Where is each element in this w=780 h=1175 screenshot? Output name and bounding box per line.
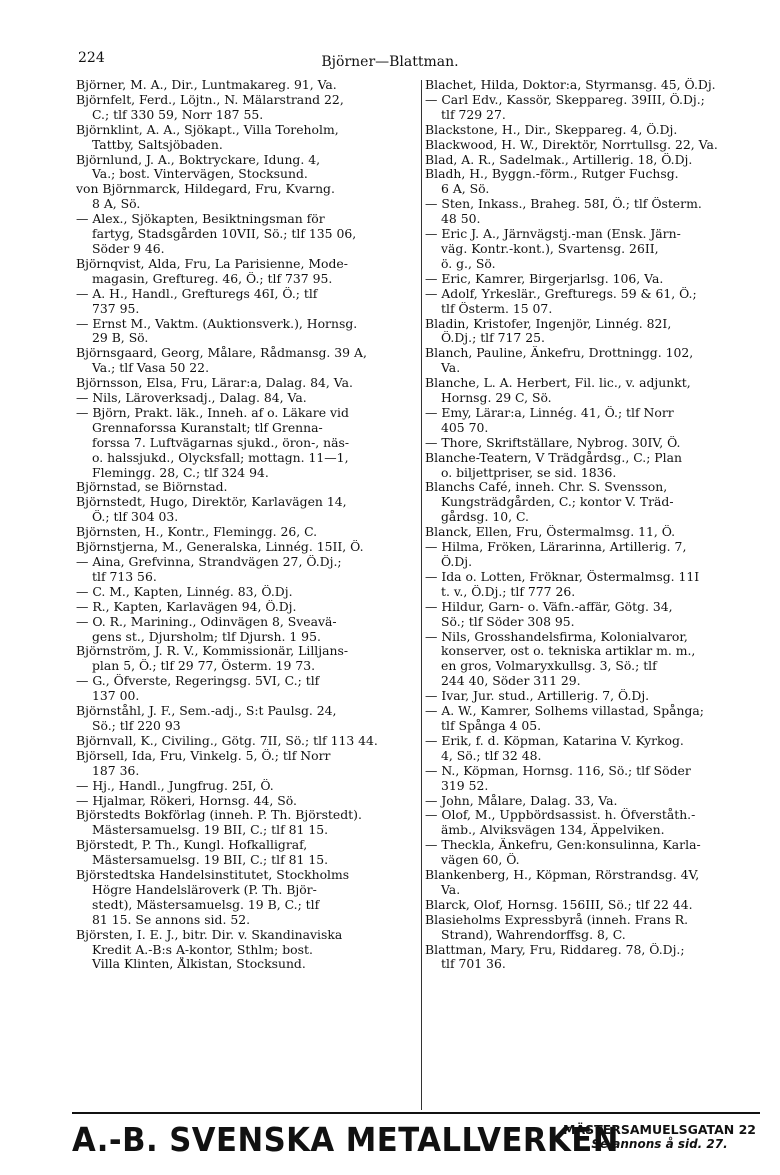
directory-line: o. biljettpriser, se sid. 1836. [441,465,617,480]
directory-line: Björnstad, se Biörnstad. [76,480,228,495]
directory-line: Björsten, I. E. J., bitr. Dir. v. Skandinaviska [76,927,343,942]
left-column [76,78,418,972]
directory-line: Mästersamuelsg. 19 BII, C.; tlf 81 15. [92,853,329,868]
directory-line: väg. Kontr.-kont.), Svartensg. 26II, [441,241,659,256]
directory-line: ö. g., Sö. [441,256,496,271]
ad-side-block [563,1122,756,1151]
directory-line: gårdsg. 10, C. [441,510,529,525]
directory-line: Va.; bost. Vintervägen, Stocksund. [92,167,308,182]
directory-line: — Erik, f. d. Köpman, Katarina V. Kyrkog. [425,733,684,748]
directory-line: — C. M., Kapten, Linnég. 83, Ö.Dj. [76,584,293,599]
directory-line: — Adolf, Yrkeslär., Grefturegs. 59 & 61, Ö.; [425,286,697,301]
directory-line: — Sten, Inkass., Braheg. 58I, Ö.; tlf Österm. [425,197,702,212]
directory-line: Va. [441,361,461,376]
directory-line: Blachet, Hilda, Doktor:a, Styrmansg. 45, Ö.Dj. [425,78,716,92]
directory-line: Högre Handelsläroverk (P. Th. Björ- [92,882,317,897]
directory-line: Björnstjerna, M., Generalska, Linnég. 15II, Ö. [76,540,364,555]
directory-line: — Nils, Läroverksadj., Dalag. 84, Va. [76,391,307,406]
directory-line: — G., Öfverste, Regeringsg. 5VI, C.; tlf [76,674,320,689]
directory-line: tlf Spånga 4 05. [441,718,542,733]
directory-line: — Alex., Sjökapten, Besiktningsman för [76,212,325,227]
directory-line: — Ivar, Jur. stud., Artillerig. 7, Ö.Dj. [425,689,650,704]
directory-line: — Eric, Kamrer, Birgerjarlsg. 106, Va. [425,271,664,286]
directory-line: Björnfelt, Ferd., Löjtn., N. Mälarstrand 22, [76,92,344,107]
directory-line: 187 36. [92,763,140,778]
directory-line: — R., Kapten, Karlavägen 94, Ö.Dj. [76,599,297,614]
ad-company-name: A.-B. SVENSKA METALLVERKEN [72,1120,619,1159]
directory-line: Blanche, L. A. Herbert, Fil. lic., v. adjunkt, [425,376,691,391]
directory-line: fartyg, Stadsgården 10VII, Sö.; tlf 135 06, [92,227,357,242]
directory-line: Hornsg. 29 C, Sö. [441,391,552,406]
directory-line: 48 50. [441,212,481,227]
directory-line: Sö.; tlf 220 93 [92,718,181,733]
directory-line: Flemingg. 28, C.; tlf 324 94. [92,465,269,480]
directory-line: Björnström, J. R. V., Kommissionär, Lilljans- [76,644,349,659]
directory-line: — Emy, Lärar:a, Linnég. 41, Ö.; tlf Norr [425,405,674,420]
directory-line: Björstedtska Handelsinstitutet, Stockholms [76,868,350,883]
directory-line: 6 A, Sö. [441,182,490,197]
directory-line: Ö.; tlf 304 03. [92,510,179,525]
directory-line: forssa 7. Luftvägarnas sjukd., öron-, näs- [92,435,350,450]
directory-line: Björnvall, K., Civiling., Götg. 7II, Sö.; tlf 113 44. [76,733,378,748]
directory-line: tlf 729 27. [441,107,506,122]
directory-line: — A. H., Handl., Grefturegs 46I, Ö.; tlf [76,286,318,301]
directory-line: — Nils, Grosshandelsfirma, Kolonialvaror, [425,629,688,644]
directory-line: Va.; tlf Vasa 50 22. [92,361,210,376]
directory-line: Blackstone, H., Dir., Skeppareg. 4, Ö.Dj. [425,122,678,137]
page-number: 224 [78,50,105,66]
directory-line: Björnståhl, J. F., Sem.-adj., S:t Paulsg. 24, [76,704,337,719]
column-divider [421,80,422,1110]
directory-line: Sö.; tlf Söder 308 95. [441,614,575,629]
directory-line: en gros, Volmaryxkullsg. 3, Sö.; tlf [441,659,657,674]
directory-line: Björnsten, H., Kontr., Flemingg. 26, C. [76,525,318,540]
directory-line: Söder 9 46. [92,241,165,256]
directory-line: Blanche-Teatern, V Trädgårdsg., C.; Plan [425,450,682,465]
directory-line: gens st., Djursholm; tlf Djursh. 1 95. [92,629,321,644]
directory-line: ämb., Alviksvägen 134, Äppelviken. [441,823,665,838]
directory-line: stedt), Mästersamuelsg. 19 B, C.; tlf [92,897,320,912]
directory-line: — N., Köpman, Hornsg. 116, Sö.; tlf Söder [425,763,691,778]
directory-line: Blackwood, H. W., Direktör, Norrtullsg. 22, Va. [425,137,718,152]
directory-line: Blankenberg, H., Köpman, Rörstrandsg. 4V, [425,868,700,883]
directory-line: Blattman, Mary, Fru, Riddareg. 78, Ö.Dj.; [425,942,685,957]
directory-line: — Carl Edv., Kassör, Skeppareg. 39III, Ö.Dj.; [425,92,705,107]
directory-line: — Ernst M., Vaktm. (Auktionsverk.), Hornsg. [76,316,358,331]
directory-line: Va. [441,882,461,897]
directory-line: Mästersamuelsg. 19 BII, C.; tlf 81 15. [92,823,329,838]
ad-reference: Se annons å sid. 27. [591,1137,728,1151]
directory-line: 81 15. Se annons sid. 52. [92,912,251,927]
directory-line: — Björn, Prakt. läk., Inneh. af o. Läkare vid [76,405,349,420]
directory-line: von Björnmarck, Hildegard, Fru, Kvarng. [76,182,335,197]
directory-line: — Olof, M., Uppbördsassist. h. Öfverståth.- [425,808,696,823]
directory-line: Grennaforssa Kuranstalt; tlf Grenna- [92,420,323,435]
directory-line: Villa Klinten, Ålkistan, Stocksund. [92,957,306,972]
directory-line: t. v., Ö.Dj.; tlf 777 26. [441,584,576,599]
directory-line: Bladh, H., Byggn.-förm., Rutger Fuchsg. [425,167,679,182]
directory-line: — Aina, Grefvinna, Strandvägen 27, Ö.Dj.; [76,555,342,569]
directory-line: — John, Målare, Dalag. 33, Va. [425,793,618,808]
directory-line: — Thore, Skriftställare, Nybrog. 30IV, Ö. [425,435,681,450]
directory-line: plan 5, Ö.; tlf 29 77, Österm. 19 73. [92,659,316,674]
directory-line: 319 52. [441,778,489,793]
directory-line: Björstedt, P. Th., Kungl. Hofkalligraf, [76,838,308,853]
directory-line: 4, Sö.; tlf 32 48. [441,748,542,763]
directory-line: Bladin, Kristofer, Ingenjör, Linnég. 82I, [425,316,672,331]
directory-line: Ö.Dj. [441,555,473,569]
directory-line: tlf 713 56. [92,569,157,584]
directory-line: Ö.Dj.; tlf 717 25. [441,331,545,346]
directory-line: — Theckla, Änkefru, Gen:konsulinna, Karla- [425,838,701,853]
directory-line: C.; tlf 330 59, Norr 187 55. [92,107,264,122]
directory-line: Blanch, Pauline, Änkefru, Drottningg. 102, [425,346,694,361]
directory-line: Kungsträdgården, C.; kontor V. Träd- [441,495,674,510]
directory-line: 244 40, Söder 311 29. [441,674,581,689]
directory-line: — Hilma, Fröken, Lärarinna, Artillerig. 7, [425,540,687,555]
directory-line: Björnsson, Elsa, Fru, Lärar:a, Dalag. 84, Va. [76,376,353,391]
directory-line: — O. R., Marining., Odinvägen 8, Sveavä- [76,614,337,629]
directory-line: Björstedts Bokförlag (inneh. P. Th. Björstedt). [76,808,362,823]
directory-line: Blanck, Ellen, Fru, Östermalmsg. 11, Ö. [425,525,676,540]
directory-line: — Eric J. A., Järnvägstj.-man (Ensk. Järn- [425,227,681,242]
right-column [425,78,767,972]
directory-line: — Ida o. Lotten, Fröknar, Östermalmsg. 11I [425,569,700,584]
advertisement-banner [72,1112,760,1162]
directory-line: Blad, A. R., Sadelmak., Artillerig. 18, Ö.Dj. [425,152,693,167]
directory-line: — Hildur, Garn- o. Väfn.-affär, Götg. 34, [425,599,673,614]
directory-line: 29 B, Sö. [92,331,149,346]
directory-line: Tattby, Saltsjöbaden. [92,137,223,152]
directory-line: Björnlund, J. A., Boktryckare, Idung. 4, [76,152,321,167]
running-head: Björner—Blattman. [321,54,459,70]
directory-line: o. halssjukd., Olycksfall; mottagn. 11—1, [92,450,349,465]
ad-top-rule [72,1112,760,1114]
directory-line: Kredit A.-B:s A-kontor, Sthlm; bost. [92,942,313,957]
directory-line: magasin, Greftureg. 46, Ö.; tlf 737 95. [92,271,333,286]
directory-line: Björsell, Ida, Fru, Vinkelg. 5, Ö.; tlf Norr [76,748,331,763]
directory-line: Björner, M. A., Dir., Luntmakareg. 91, Va. [76,78,337,92]
directory-line: Blarck, Olof, Hornsg. 156III, Sö.; tlf 22 44. [425,897,693,912]
directory-line: tlf Österm. 15 07. [441,301,553,316]
directory-line: Björnsgaard, Georg, Målare, Rådmansg. 39 A, [76,346,367,361]
directory-line: — Hjalmar, Rökeri, Hornsg. 44, Sö. [76,793,297,808]
directory-line: Blanchs Café, inneh. Chr. S. Svensson, [425,480,668,495]
directory-line: 737 95. [92,301,140,316]
directory-line: Björnqvist, Alda, Fru, La Parisienne, Mode- [76,256,348,271]
directory-line: — Hj., Handl., Jungfrug. 25I, Ö. [76,778,274,793]
directory-line: Björnstedt, Hugo, Direktör, Karlavägen 14, [76,495,347,510]
directory-line: 8 A, Sö. [92,197,141,212]
directory-line: 405 70. [441,420,489,435]
directory-line: vägen 60, Ö. [441,853,520,868]
directory-line: Björnklint, A. A., Sjökapt., Villa Toreholm, [76,122,339,137]
directory-line: — A. W., Kamrer, Solhems villastad, Spånga; [425,704,704,719]
directory-line: Strand), Wahrendorffsg. 8, C. [441,927,626,942]
directory-line: 137 00. [92,689,140,704]
ad-address: MÄSTERSAMUELSGATAN 22 [563,1122,756,1137]
directory-line: konserver, ost o. tekniska artiklar m. m., [441,644,696,659]
directory-line: Blasieholms Expressbyrå (inneh. Frans R. [425,912,689,927]
directory-line: tlf 701 36. [441,957,506,972]
